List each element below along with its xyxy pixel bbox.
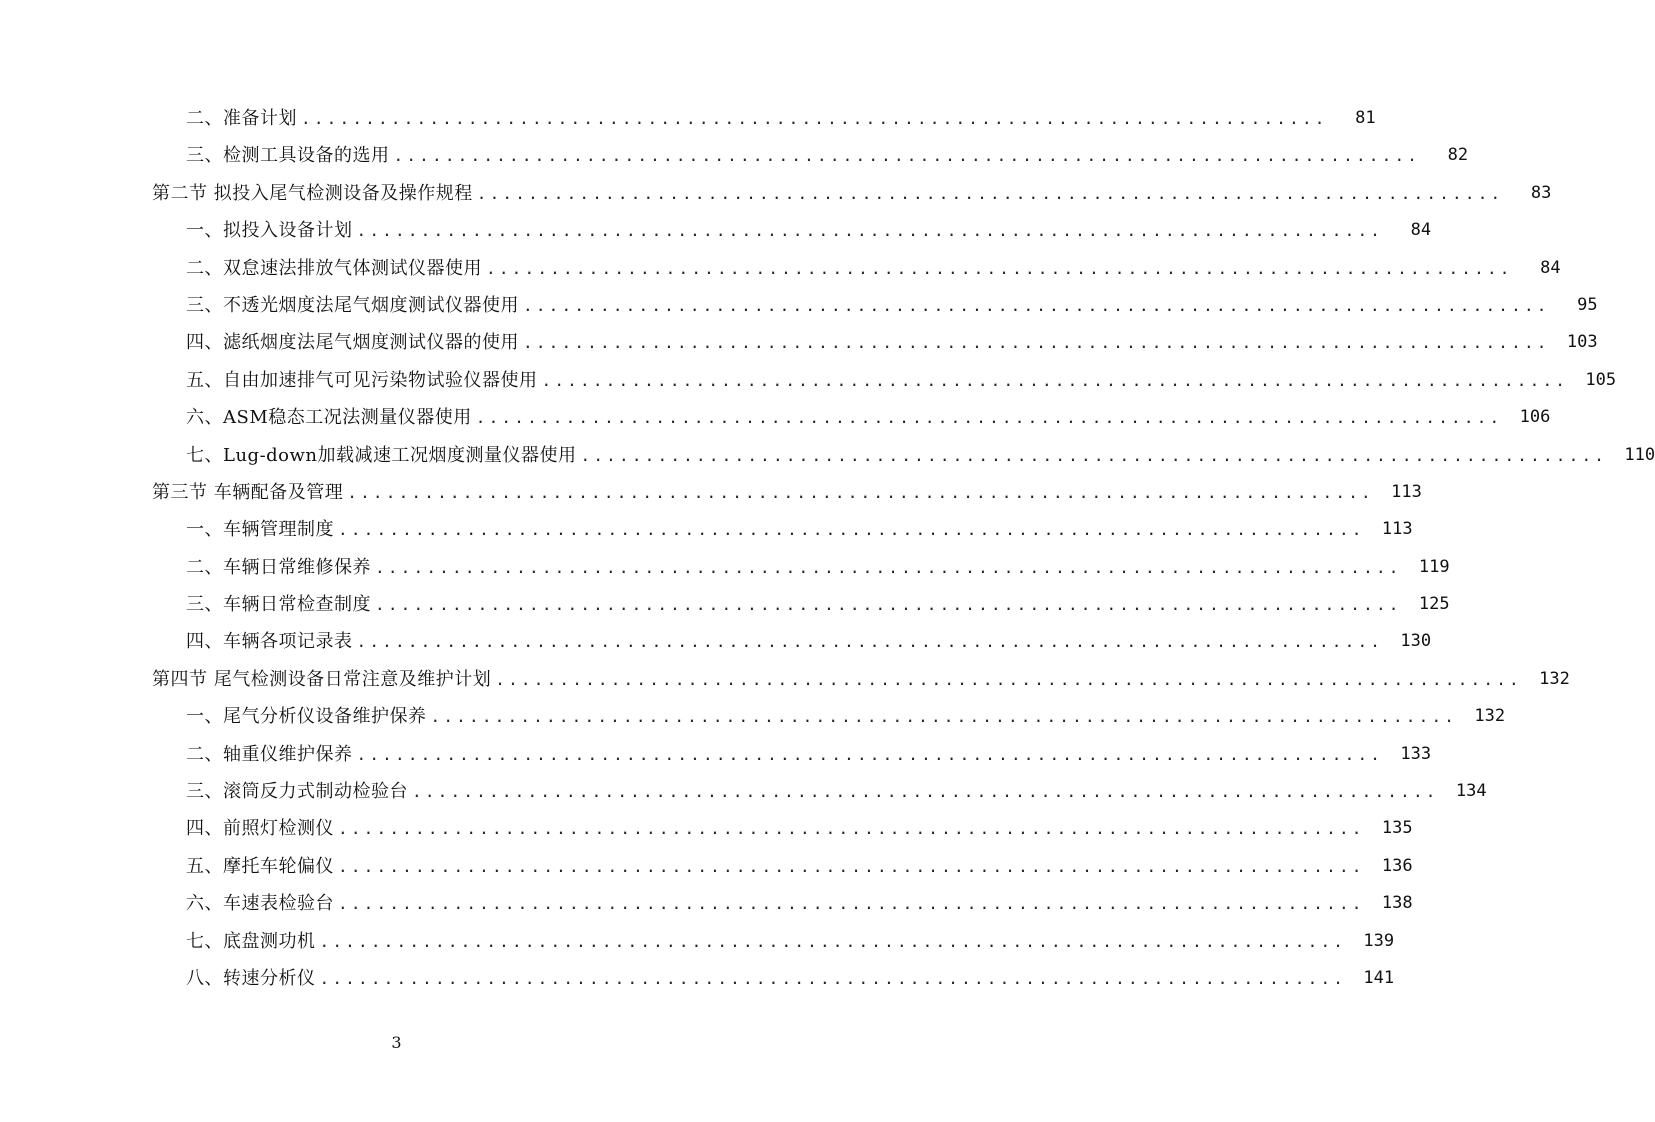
toc-dot-leader: ................................................................................ — [338, 894, 1365, 914]
toc-entry-page: 105 — [1585, 369, 1617, 390]
toc-entry-title: 第二节 拟投入尾气检测设备及操作规程 — [152, 175, 473, 212]
toc-dot-leader: ................................................................................ — [523, 295, 1550, 315]
toc-entry-title: 四、滤纸烟度法尾气烟度测试仪器的使用 — [186, 324, 519, 361]
toc-entry[interactable] — [0, 736, 1432, 773]
toc-entry-page: 133 — [1400, 743, 1432, 764]
toc-entry-page: 136 — [1381, 855, 1413, 876]
toc-entry-title: 七、Lug-down加载减速工况烟度测量仪器使用 — [186, 437, 577, 474]
toc-entry-title: 第四节 尾气检测设备日常注意及维护计划 — [152, 661, 491, 698]
toc-dot-leader: ................................................................................ — [475, 408, 1503, 428]
toc-dot-leader: ................................................................................ — [319, 968, 1347, 988]
toc-entry-page: 113 — [1381, 519, 1413, 540]
toc-entry-page: 134 — [1455, 781, 1487, 802]
toc-dot-leader: ................................................................................ — [375, 557, 1402, 577]
toc-entry-page: 95 — [1577, 294, 1598, 315]
toc-entry-title: 五、摩托车轮偏仪 — [186, 848, 334, 885]
toc-entry[interactable] — [0, 437, 1655, 474]
toc-dot-leader: ................................................................................ — [301, 109, 1328, 128]
toc-dot-leader: ................................................................................ — [412, 782, 1439, 802]
toc-entry[interactable] — [0, 212, 1432, 249]
toc-entry-page: 135 — [1381, 818, 1413, 839]
toc-entry-page: 139 — [1363, 930, 1395, 951]
toc-entry-title: 第三节 车辆配备及管理 — [152, 474, 343, 511]
toc-entry[interactable] — [0, 250, 1561, 287]
toc-entry[interactable] — [0, 549, 1450, 586]
toc-entry[interactable] — [0, 362, 1617, 399]
toc-dot-leader: ................................................................................ — [495, 669, 1522, 689]
toc-entry[interactable] — [0, 623, 1432, 660]
toc-entry-title: 一、拟投入设备计划 — [186, 212, 353, 249]
toc-entry-page: 141 — [1363, 967, 1395, 988]
toc-entry-title: 五、自由加速排气可见污染物试验仪器使用 — [186, 362, 538, 399]
toc-entry-page: 125 — [1418, 594, 1450, 615]
toc-dot-leader: ................................................................................ — [523, 333, 1550, 353]
toc-section-entry[interactable] — [0, 474, 1422, 511]
toc-entry-page: 110 — [1624, 444, 1655, 465]
toc-entry[interactable] — [0, 137, 1469, 174]
toc-entry-title: 三、滚筒反力式制动检验台 — [186, 773, 408, 810]
toc-entry-page: 130 — [1400, 631, 1432, 652]
toc-entry-page: 84 — [1540, 257, 1561, 278]
toc-entry-page: 113 — [1391, 481, 1422, 502]
toc-section-entry[interactable] — [0, 175, 1552, 212]
toc-entry-title: 二、准备计划 — [186, 100, 297, 137]
toc-entry-title: 一、车辆管理制度 — [186, 511, 334, 548]
toc-entry[interactable] — [0, 511, 1413, 548]
toc-entry[interactable] — [0, 324, 1598, 361]
toc-entry-page: 119 — [1418, 556, 1450, 577]
toc-entry-title: 八、转速分析仪 — [186, 960, 316, 997]
toc-dot-leader: ................................................................................ — [319, 931, 1347, 951]
toc-dot-leader: ................................................................................ — [393, 146, 1421, 166]
toc-entry-title: 三、不透光烟度法尾气烟度测试仪器使用 — [186, 287, 519, 324]
toc-dot-leader: ................................................................................ — [486, 258, 1513, 278]
toc-entry-title: 二、双怠速法排放气体测试仪器使用 — [186, 250, 482, 287]
toc-entry-page: 132 — [1539, 668, 1570, 689]
toc-entry-page: 83 — [1530, 182, 1552, 203]
toc-entry[interactable] — [0, 698, 1506, 735]
toc-entry-title: 三、检测工具设备的选用 — [186, 137, 390, 174]
toc-section-entry[interactable] — [0, 661, 1570, 698]
toc-dot-leader: ................................................................................ — [356, 632, 1384, 652]
toc-entry[interactable] — [0, 586, 1450, 623]
toc-entry-title: 四、前照灯检测仪 — [186, 810, 334, 847]
toc-dot-leader: ................................................................................ — [541, 370, 1569, 390]
toc-entry-page: 82 — [1447, 145, 1469, 166]
page-number: 3 — [391, 1033, 402, 1052]
toc-entry-title: 六、车速表检验台 — [186, 885, 334, 922]
toc-entry-title: 七、底盘测功机 — [186, 923, 316, 960]
toc-entry-page: 106 — [1519, 407, 1551, 428]
toc-entry[interactable] — [0, 773, 1487, 810]
toc-entry[interactable] — [0, 810, 1413, 847]
toc-entry[interactable] — [0, 885, 1413, 922]
toc-entry-page: 132 — [1474, 706, 1506, 727]
toc-dot-leader: ................................................................................ — [338, 520, 1365, 540]
toc-entry-title: 二、轴重仪维护保养 — [186, 736, 353, 773]
toc-dot-leader: ................................................................................ — [356, 221, 1384, 241]
toc-dot-leader: ................................................................................ — [580, 445, 1608, 465]
toc-entry-page: 103 — [1566, 332, 1598, 353]
toc-dot-leader: ................................................................................ — [347, 482, 1374, 502]
toc-entry-page: 84 — [1410, 220, 1432, 241]
toc-dot-leader: ................................................................................ — [476, 183, 1504, 203]
toc-entry[interactable] — [0, 960, 1395, 997]
toc-entry-title: 一、尾气分析仪设备维护保养 — [186, 698, 427, 735]
toc-entry[interactable] — [0, 399, 1551, 436]
toc-entry-page: 138 — [1381, 893, 1413, 914]
toc-dot-leader: ................................................................................ — [375, 595, 1402, 615]
toc-dot-leader: ................................................................................ — [338, 819, 1365, 839]
toc-entry[interactable] — [0, 923, 1395, 960]
toc-entry[interactable] — [0, 848, 1413, 885]
toc-dot-leader: ................................................................................ — [338, 856, 1365, 876]
toc-entry-title: 六、ASM稳态工况法测量仪器使用 — [186, 399, 472, 436]
toc-entry-page: 81 — [1355, 108, 1376, 128]
toc-dot-leader: ................................................................................ — [430, 707, 1458, 727]
toc-entry[interactable] — [0, 100, 1376, 137]
toc-entry-title: 三、车辆日常检查制度 — [186, 586, 371, 623]
toc-dot-leader: ................................................................................ — [356, 744, 1384, 764]
toc-entry-title: 四、车辆各项记录表 — [186, 623, 353, 660]
table-of-contents — [0, 100, 1655, 997]
toc-entry[interactable] — [0, 287, 1598, 324]
toc-entry-title: 二、车辆日常维修保养 — [186, 549, 371, 586]
